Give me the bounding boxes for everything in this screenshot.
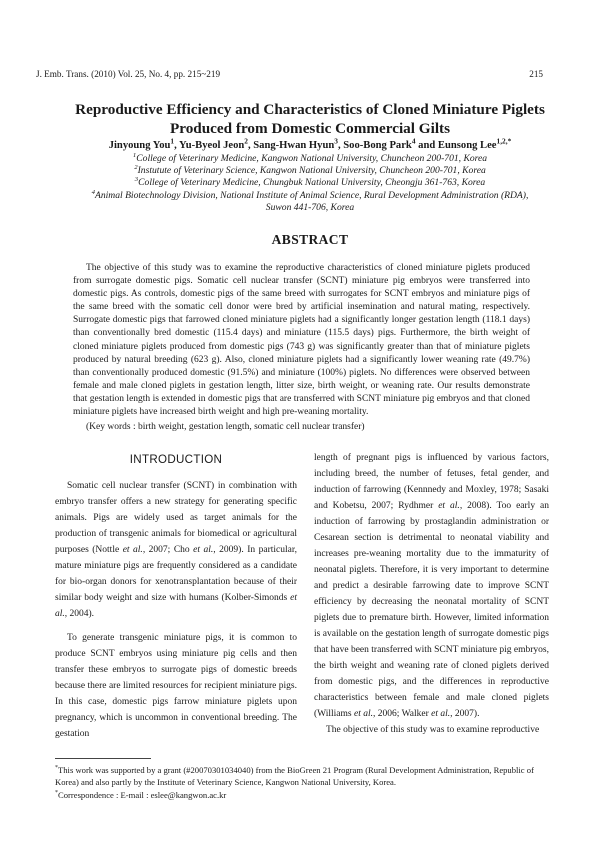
author-list: Jinyoung You$^1$, Yu-Byeol Jeon$^2$, Sang-Hwan Hyun$^3$, Soo-Bong Park$^4$ and Eunsong Lee$^{1,2,*}$ <box>108 136 512 151</box>
funding-note: *This work was supported by a grant (#20070301034040) from the BioGreen 21 Program (Rural Development Administration, Republic of Korea) and also partly by the Institute of Veterinary Science, Kangwon National University, Korea. <box>55 765 534 788</box>
page-number: 215 <box>529 69 543 79</box>
affiliation: $^3$College of Veterinary Medicine, Chungbuk National University, Cheongju 361-763, Korea <box>134 176 486 189</box>
affiliation: $^2$Instutute of Veterinary Science, Kangwon National University, Chuncheon 200-701, Korea <box>134 164 486 177</box>
author: Soo-Bong Park$^4$ <box>343 136 416 151</box>
title-line-1: Reproductive Efficiency and Characteristics of Cloned Miniature Piglets <box>75 101 545 118</box>
footnotes <box>55 764 550 801</box>
journal-citation: J. Emb. Trans. (2010) Vol. 25, No. 4, pp. 215~219 <box>36 69 221 79</box>
right-column <box>314 450 549 738</box>
affiliations <box>40 153 580 214</box>
title-line-2: Produced from Domestic Commercial Gilts <box>169 120 451 137</box>
intro-paragraph-3: length of pregnant pigs is influenced by various factors, including breed, the number of fetuses, fetal gender, and induction of farrowing (Kennnedy and Moxley, 1978; Sasaki and Kobetsu, 2007; Rydhmer et al., 2008). Too early an induction of farrowing by prostaglandin administration or Cesarean section is detrimental to neonatal viability and increases pre-weaning mortality due to the immaturity of neonatal piglets. Therefore, it is very important to determine and predict a desirable farrowing date to improve SCNT efficiency by decreasing the neonatal mortality of SCNT piglets due to premature birth. However, limited information is available on the gestation length of surrogate domestic pigs that have been transferred with SCNT miniature pig embryos, the birth weight and weaning rate of cloned piglets derived from domestic pigs, and the differences in reproductive characteristics between female and male cloned piglets (Williams et al., 2006; Walker et al., 2007). <box>314 453 549 719</box>
abstract <box>73 262 530 434</box>
author: Jinyoung You$^1$ <box>108 136 175 151</box>
abstract-heading: ABSTRACT <box>271 232 349 247</box>
affiliation: $^1$College of Veterinary Medicine, Kangwon National University, Chuncheon 200-701, Korea <box>132 151 488 164</box>
intro-paragraph-4: The objective of this study was to examine reproductive <box>326 725 540 735</box>
footnote-divider <box>55 758 151 759</box>
abstract-text: The objective of this study was to examine the reproductive characteristics of cloned miniature piglets produced from surrogate domestic pigs. Somatic cell nuclear transfer (SCNT) miniature pig embryos were transferred into domestic pigs. As controls, domestic pigs of the same breed with surrogates for SCNT embryos and miniature pigs of the same breed with the somatic cell donor were bred by artificial insemination and natural mating, respectively. Surrogate domestic pigs that farrowed cloned miniature piglets had a significantly longer gestation length (118.1 days) than conventionally bred domestic (115.4 days) and miniature (115.5 days) pigs. Furthermore, the birth weight of cloned miniature piglets produced from domestic pigs (743 g) was significantly greater than that of miniature piglets produced by natural breeding (623 g). Also, cloned miniature piglets had a significantly lower weaning rate (49.7%) than conventionally produced domestic (91.5%) and miniature (100%) piglets. No differences were observed between female and male cloned piglets in gestation length, litter size, birth weight, or weaning rate. Our results demonstrate that gestation length is extended in domestic pigs that are transferred with SCNT miniature pig embryos and that cloned miniature piglets have increased birth weight and high pre-weaning mortality. <box>73 263 530 418</box>
affiliation: Suwon 441-706, Korea <box>265 201 355 213</box>
intro-paragraph-2: To generate transgenic miniature pigs, it is common to produce SCNT embryos using miniature pig cells and then transfer these embryos to surrogate pigs of domestic breeds because there are limited resources for recipient miniature pigs. In this case, domestic pigs farrow miniature piglets upon pregnancy, which is uncommon in conventional breeding. The gestation <box>55 633 297 739</box>
author: Yu-Byeol Jeon$^2$ <box>179 136 248 151</box>
author: Eunsong Lee$^{1,2,*}$ <box>437 136 512 151</box>
left-column <box>55 478 297 742</box>
article-title <box>40 100 580 138</box>
keywords: (Key words : birth weight, gestation length, somatic cell nuclear transfer) <box>86 422 365 433</box>
affiliation: $^4$Animal Biotechnology Division, National Institute of Animal Science, Rural Development Administration (RDA), <box>91 188 529 201</box>
correspondence-note: *Correspondence : E-mail : eslee@kangwon.ac.kr <box>55 789 227 800</box>
introduction-heading: INTRODUCTION <box>129 453 223 466</box>
intro-paragraph-1: Somatic cell nuclear transfer (SCNT) in combination with embryo transfer offers a new strategy for generating specific animals. Pigs are widely used as target animals for the production of transgenic animals for biomedical or agricultural purposes (Nottle et al., 2007; Cho et al., 2009). In particular, mature miniature pigs are frequently considered as a candidate for bio-organ donors for xenotransplantation because of their similar body weight and size with humans (Kolber-Simonds et al., 2004). <box>55 481 298 619</box>
author: Sang-Hwan Hyun$^3$ <box>253 136 338 151</box>
